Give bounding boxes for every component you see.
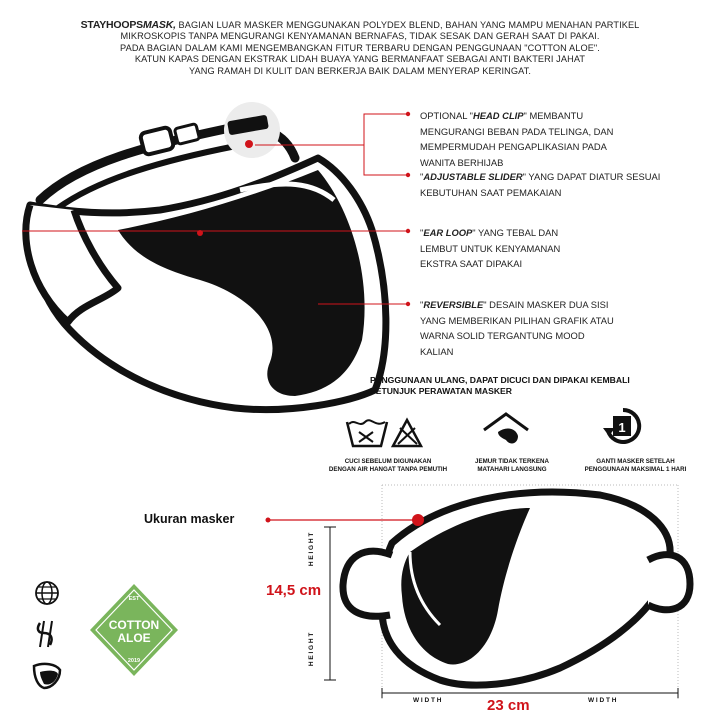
care-caption-replace: GANTI MASKER SETELAH PENGGUNAAN MAKSIMAL 1 HARI bbox=[584, 458, 687, 473]
globe-icon bbox=[34, 580, 60, 606]
width-value: 23 cm bbox=[487, 697, 530, 714]
width-axis-label: WIDTH bbox=[588, 697, 619, 704]
intro-line: YANG RAMAH DI KULIT DAN BERKERJA BAIK DALAM MENYERAP KERINGAT. bbox=[189, 65, 531, 76]
svg-text:1: 1 bbox=[618, 420, 626, 435]
feature-reversible: "REVERSIBLE" DESAIN MASKER DUA SISI YANG MEMBERIKAN PILIHAN GRAFIK ATAU WARNA SOLID TERGANTUNG MOOD KALIAN bbox=[420, 299, 614, 357]
badge-year: 2019 bbox=[127, 658, 141, 664]
feature-slider: "ADJUSTABLE SLIDER" YANG DAPAT DIATUR SESUAI KEBUTUHAN SAAT PEMAKAIAN bbox=[420, 171, 661, 198]
height-axis-label: HEIGHT bbox=[308, 630, 316, 667]
mask-small-icon bbox=[30, 660, 64, 690]
height-axis-label: HEIGHT bbox=[308, 530, 316, 567]
width-axis-label: WIDTH bbox=[413, 697, 444, 704]
badge-est: EST bbox=[128, 596, 140, 602]
badge-title: COTTON ALOE bbox=[108, 618, 160, 645]
size-label: Ukuran masker bbox=[144, 512, 235, 526]
brand-name: STAYHOOPSMASK, bbox=[80, 19, 176, 31]
feature-head-clip: OPTIONAL "HEAD CLIP" MEMBANTU MENGURANGI BEBAN PADA TELINGA, DAN MEMPERMUDAH PENGAPLIKASIAN PADA WANITA BERHIJAB bbox=[420, 110, 614, 168]
brand-logo-icon bbox=[34, 619, 60, 649]
feature-ear-loop: "EAR LOOP" YANG TEBAL DAN LEMBUT UNTUK KENYAMANAN EKSTRA SAAT DIPAKAI bbox=[420, 227, 561, 269]
height-value: 14,5 cm bbox=[266, 582, 322, 599]
intro-line: MIKROSKOPIS TANPA MENGURANGI KENYAMANAN BERNAFAS, TIDAK SESAK DAN GERAH SAAT DI PAKAI. bbox=[120, 31, 600, 42]
care-caption-dry: JEMUR TIDAK TERKENA MATAHARI LANGSUNG bbox=[475, 458, 549, 473]
care-caption-wash: CUCI SEBELUM DIGUNAKAN DENGAN AIR HANGAT TANPA PEMUTIH bbox=[328, 458, 448, 473]
intro-line: KATUN KAPAS DENGAN EKSTRAK LIDAH BUAYA YANG BERMANFAAT SEBAGAI ANTI BAKTERI JAHAT bbox=[134, 54, 586, 65]
care-title: PENGGUNAAN ULANG, DAPAT DICUCI DAN DIPAKAI KEMBALI PETUNJUK PERAWATAN MASKER bbox=[370, 375, 630, 396]
intro-line: PADA BAGIAN DALAM KAMI MENGEMBANGKAN FITUR TERBARU DENGAN PENGGUNAAN "COTTON ALOE". bbox=[120, 42, 600, 53]
intro-line: BAGIAN LUAR MASKER MENGGUNAKAN POLYDEX BLEND, BAHAN YANG MAMPU MENAHAN PARTIKEL bbox=[178, 20, 640, 30]
